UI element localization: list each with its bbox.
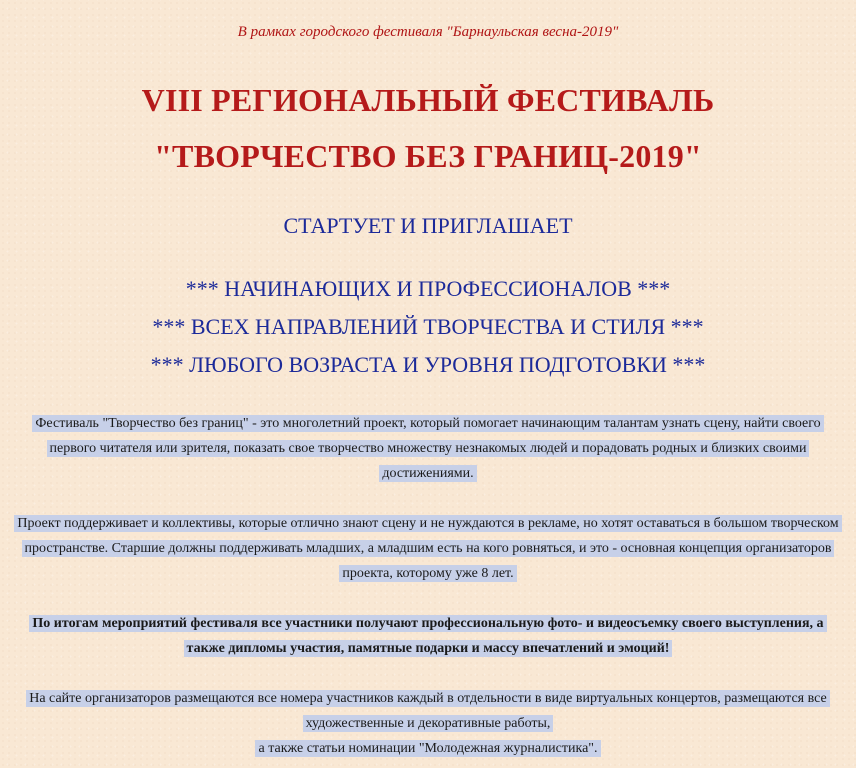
paragraph-text: По итогам мероприятий фестиваля все участники получают профессиональную фото- и видеосъемку своего выступления, а также дипломы участия, памятные подарки и массу впечатлений и эмоций! (29, 615, 826, 657)
invitation-line-beginners: *** НАЧИНАЮЩИХ И ПРОФЕССИОНАЛОВ *** (185, 276, 671, 301)
page-title-line-2: "ТВОРЧЕСТВО БЕЗ ГРАНИЦ-2019" (154, 138, 702, 174)
paragraph-results (14, 611, 842, 661)
paragraph-about-festival (14, 411, 842, 486)
invitation-line-directions: *** ВСЕХ НАПРАВЛЕНИЙ ТВОРЧЕСТВА И СТИЛЯ *** (152, 314, 704, 339)
paragraph-text: Проект поддерживает и коллективы, которые отлично знают сцену и не нуждаются в рекламе, но хотят оставаться в большом творческом пространстве. Старшие должны поддерживать младших, а младшим есть на кого ровняться, и это - основная концепция организаторов проекта, которому уже 8 лет. (14, 515, 841, 582)
paragraph-about-collectives (14, 511, 842, 586)
invitation-line-ages: *** ЛЮБОГО ВОЗРАСТА И УРОВНЯ ПОДГОТОВКИ *** (150, 352, 706, 377)
subtitle: СТАРТУЕТ И ПРИГЛАШАЕТ (283, 213, 573, 238)
paragraph-text: На сайте организаторов размещаются все номера участников каждый в отдельности в виде виртуальных концертов, размещаются все художественные и декоративные работы, (26, 690, 830, 732)
festival-context-line: В рамках городского фестиваля "Барнаульская весна-2019" (237, 24, 619, 40)
paragraph-text: Фестиваль "Творчество без границ" - это многолетний проект, который помогает начинающим талантам узнать сцену, найти своего первого читателя или зрителя, показать свое творчество множеству незнакомых людей и порадовать родных и близких своими достижениями. (32, 415, 823, 482)
page-title-line-1: VIII РЕГИОНАЛЬНЫЙ ФЕСТИВАЛЬ (141, 82, 715, 118)
paragraph-website (14, 686, 842, 761)
paragraph-text-journalism: а также статьи номинации "Молодежная журналистика". (255, 740, 600, 757)
